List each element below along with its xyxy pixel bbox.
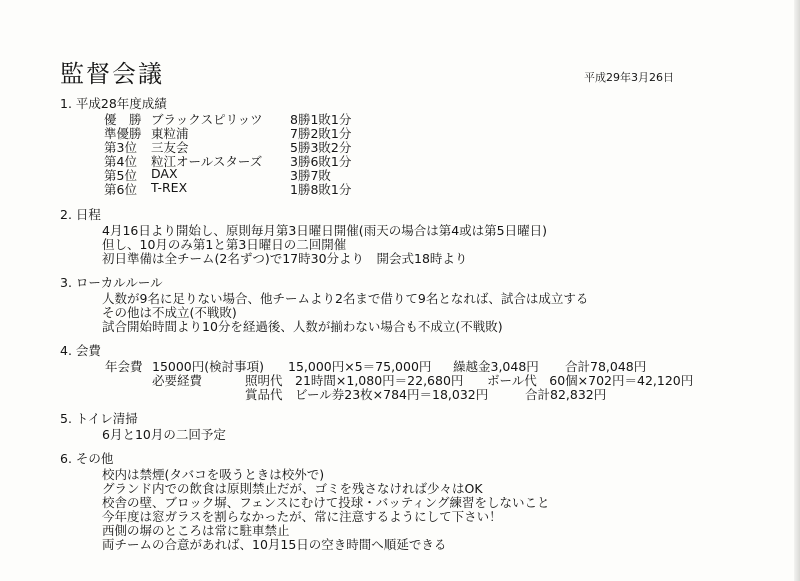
document-date: 平成29年3月26日 [584, 71, 674, 84]
results-team: T-REX [151, 180, 188, 195]
section-results-heading: 1. 平成28年度成績 [60, 96, 167, 111]
results-rank: 第4位 [104, 154, 137, 169]
expenses-label: 必要経費 [152, 373, 203, 388]
results-record: 8勝1敗1分 [290, 112, 352, 127]
prize-cost: 賞品代 ビール券23枚×784円＝18,032円 [245, 387, 489, 402]
section-schedule-heading: 2. 日程 [60, 207, 101, 222]
scan-edge-shadow [794, 0, 800, 581]
annual-fee-calc: 15,000円×5＝75,000円 [288, 359, 432, 374]
schedule-line: 但し、10月のみ第1と第3日曜日の二回開催 [102, 237, 347, 252]
results-rank: 第5位 [104, 168, 137, 183]
ball-cost: ボール代 60個×702円＝42,120円 [487, 373, 694, 388]
results-team: 三友会 [151, 140, 189, 155]
schedule-line: 4月16日より開始し、原則毎月第3日曜日開催(雨天の場合は第4或は第5日曜日) [102, 223, 547, 238]
results-rank: 第6位 [104, 182, 137, 197]
section-other-heading: 6. その他 [60, 451, 114, 466]
results-record: 1勝8敗1分 [290, 182, 352, 197]
other-line: グランド内での飲食は原則禁止だが、ゴミを残さなければ少々はOK [102, 481, 483, 496]
results-record: 5勝3敗2分 [290, 140, 352, 155]
fees-total-1: 合計78,048円 [565, 359, 647, 374]
results-team: 粒江オールスターズ [151, 154, 263, 169]
annual-fee-label: 年会費 [105, 359, 143, 374]
local-rule-line: 人数が9名に足りない場合、他チームより2名まで借りて9名となれば、試合は成立する [102, 291, 589, 306]
toilet-line: 6月と10月の二回予定 [102, 427, 226, 442]
results-record: 3勝6敗1分 [290, 154, 352, 169]
fees-total-2: 合計82,832円 [525, 387, 607, 402]
results-team: ブラックスピリッツ [151, 112, 263, 127]
carryover-amount: 繰越金3,048円 [453, 359, 539, 374]
local-rule-line: その他は不成立(不戦敗) [102, 305, 237, 320]
results-record: 3勝7敗 [290, 168, 331, 183]
results-rank: 準優勝 [104, 126, 142, 141]
other-line: 校内は禁煙(タバコを吸うときは校外で) [102, 467, 325, 482]
lighting-cost: 照明代 21時間×1,080円＝22,680円 [245, 373, 464, 388]
other-line: 西側の塀のところは常に駐車禁止 [102, 523, 290, 538]
document-title: 監督会議 [60, 60, 164, 88]
results-rank: 第3位 [104, 140, 137, 155]
annual-fee-amount: 15000円(検討事項) [152, 359, 265, 374]
section-toilet-heading: 5. トイレ清掃 [60, 411, 138, 426]
results-team: 東粒浦 [151, 126, 189, 141]
results-rank: 優 勝 [104, 112, 142, 127]
other-line: 校舎の壁、ブロック塀、フェンスにむけて投球・バッティング練習をしないこと [102, 495, 550, 510]
local-rule-line: 試合開始時間より10分を経過後、人数が揃わない場合も不成立(不戦敗) [102, 319, 503, 334]
section-local-rules-heading: 3. ローカルルール [60, 275, 163, 290]
results-team: DAX [151, 166, 178, 181]
schedule-line: 初日準備は全チーム(2名ずつ)で17時30分より 開会式18時より [102, 251, 468, 266]
results-record: 7勝2敗1分 [290, 126, 352, 141]
section-fees-heading: 4. 会費 [60, 343, 101, 358]
other-line: 今年度は窓ガラスを割らなかったが、常に注意するようにして下さい！ [102, 509, 502, 524]
other-line: 両チームの合意があれば、10月15日の空き時間へ順延できる [102, 537, 447, 552]
